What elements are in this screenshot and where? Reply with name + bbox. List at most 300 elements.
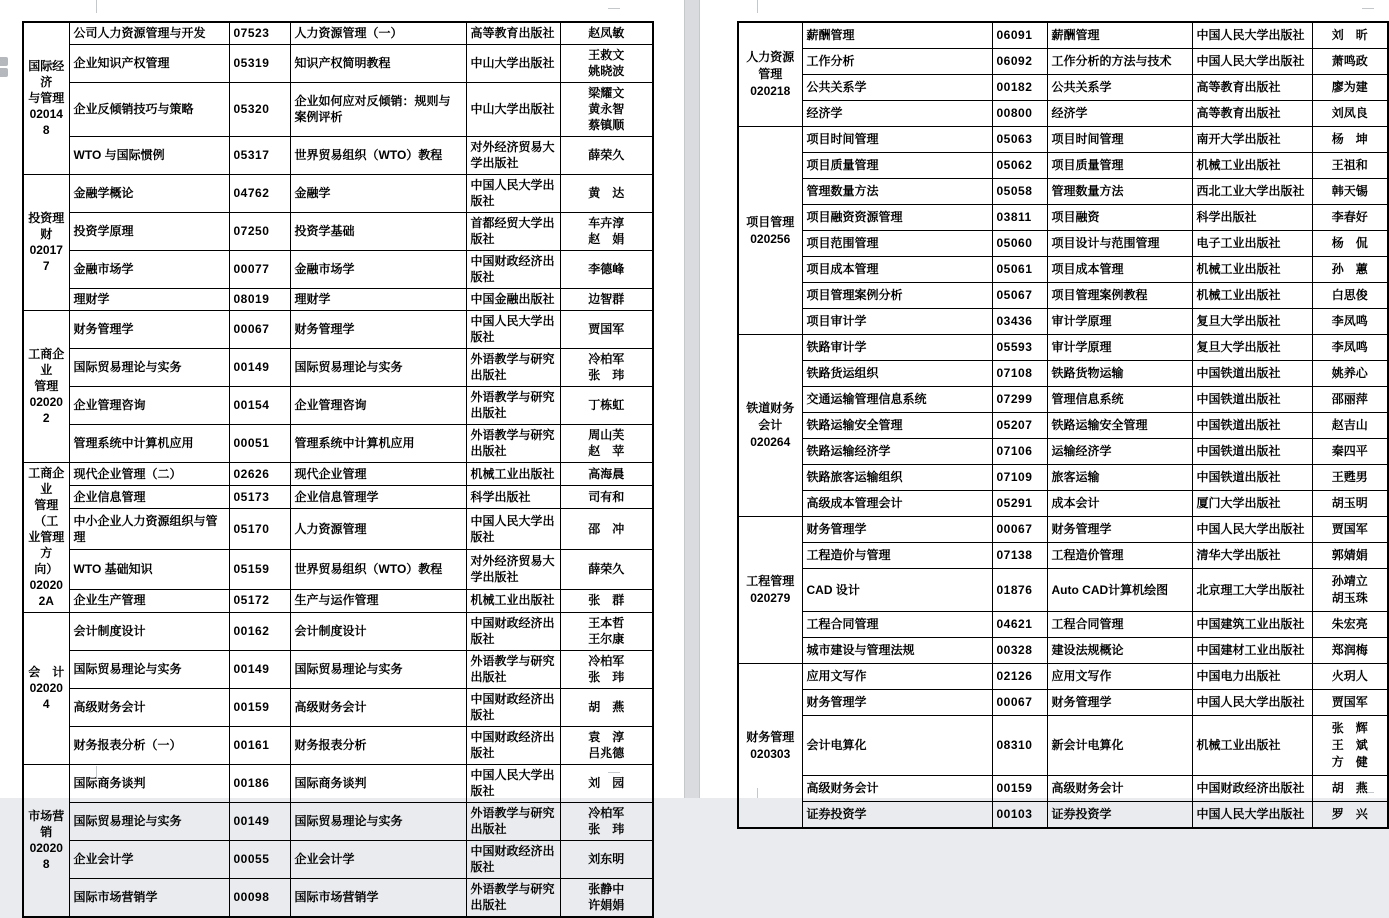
code-cell: 07250 [229,213,290,251]
author-cell [560,841,653,879]
table-row [23,425,653,463]
author-name: 赵 苹 [588,444,625,458]
author-cell [560,251,653,289]
publisher-cell: 中国人民大学出版社 [466,765,560,803]
publisher-cell: 电子工业出版社 [1192,231,1312,257]
author-name: 胡玉珠 [1331,591,1368,605]
code-cell: 05063 [992,127,1047,153]
author-name: 秦四平 [1331,444,1368,458]
author-name: 罗 兴 [1331,807,1368,821]
course-cell: 企业生产管理 [69,589,229,612]
table-row [23,311,653,349]
category-line: 项目管理 [746,214,795,229]
author-cell [1312,283,1388,309]
publisher-cell: 中国财政经济出版社 [466,613,560,651]
author-name: 王救文 [588,48,625,62]
author-name: 郑润梅 [1331,643,1368,657]
publisher-cell: 外语教学与研究出版社 [466,425,560,463]
author-name: 黄永智 [588,102,625,116]
category-line: 020202A [29,578,63,608]
author-name: 张静中 [588,882,625,896]
code-cell: 00055 [229,841,290,879]
author-cell [1312,439,1388,465]
code-cell: 00098 [229,879,290,918]
book-cell: 旅客运输 [1047,465,1192,491]
publisher-cell: 中国铁道出版社 [1192,439,1312,465]
course-cell: 项目成本管理 [802,257,992,283]
table-row [738,690,1388,716]
book-cell: 项目融资 [1047,205,1192,231]
book-cell: 应用文写作 [1047,664,1192,690]
author-name: 方 健 [1331,755,1368,769]
publisher-cell: 中国铁道出版社 [1192,387,1312,413]
author-name: 刘凤良 [1331,106,1368,120]
book-cell: 证券投资学 [1047,802,1192,829]
author-name: 郭婧娟 [1331,548,1368,562]
category-line: 020264 [750,435,791,449]
author-cell [1312,179,1388,205]
publisher-cell: 中国财政经济出版社 [466,727,560,765]
author-name: 刘东明 [588,852,625,866]
course-cell: 中小企业人力资源组织与管理 [69,509,229,549]
course-table-left [22,21,654,918]
category-line: 工程管理 [746,574,795,588]
course-cell: 现代企业管理（二） [69,463,229,486]
category-line: 020279 [750,591,791,605]
author-cell [560,22,653,45]
category-line: 020202 [29,395,63,425]
author-name: 李德峰 [588,262,625,276]
author-name: 邵丽萍 [1331,392,1368,406]
publisher-cell: 机械工业出版社 [1192,257,1312,283]
book-cell: Auto CAD计算机绘图 [1047,569,1192,612]
course-cell: 公司人力资源管理与开发 [69,22,229,45]
category-cell [23,613,69,765]
code-cell: 03811 [992,205,1047,231]
code-cell: 00149 [229,651,290,689]
code-cell: 05317 [229,137,290,175]
table-row [23,841,653,879]
course-cell: 项目质量管理 [802,153,992,179]
table-row [23,509,653,549]
code-cell: 07299 [992,387,1047,413]
code-cell: 06092 [992,49,1047,75]
author-name: 白思俊 [1331,288,1368,302]
course-cell: 企业信息管理 [69,486,229,509]
author-cell [560,651,653,689]
author-cell [1312,127,1388,153]
category-line: 会计 [758,418,783,432]
book-cell: 项目成本管理 [1047,257,1192,283]
publisher-cell: 中国人民大学出版社 [466,175,560,213]
book-cell: 生产与运作管理 [290,589,466,612]
code-cell: 05058 [992,179,1047,205]
code-cell: 07106 [992,439,1047,465]
table-row [23,765,653,803]
author-name: 吕兆德 [588,746,625,760]
table-row [23,589,653,612]
code-cell: 04762 [229,175,290,213]
course-cell: 企业反倾销技巧与策略 [69,83,229,137]
table-row [23,549,653,589]
category-cell [23,765,69,918]
table-row [738,569,1388,612]
category-line: 会 计 [28,665,65,679]
publisher-cell: 西北工业大学出版社 [1192,179,1312,205]
publisher-cell: 中国电力出版社 [1192,664,1312,690]
category-line: 业管理方 [28,530,65,560]
author-cell [1312,153,1388,179]
author-cell [560,311,653,349]
author-name: 冷柏军 [588,806,625,820]
table-row [738,179,1388,205]
publisher-cell: 机械工业出版社 [466,589,560,612]
book-cell: 管理系统中计算机应用 [290,425,466,463]
code-cell: 00159 [992,776,1047,802]
publisher-cell: 机械工业出版社 [1192,153,1312,179]
course-cell: 金融市场学 [69,251,229,289]
category-cell [23,311,69,463]
course-cell: 国际贸易理论与实务 [69,651,229,689]
author-name: 杨 侃 [1331,236,1368,250]
book-cell: 项目管理案例教程 [1047,283,1192,309]
publisher-cell: 对外经济贸易大学出版社 [466,549,560,589]
author-cell [1312,517,1388,543]
category-line: 020208 [29,841,63,871]
author-name: 贾国军 [1331,522,1368,536]
table-row [23,689,653,727]
author-name: 王 斌 [1331,738,1368,752]
table-row [23,651,653,689]
book-cell: 高级财务会计 [1047,776,1192,802]
author-cell [1312,361,1388,387]
author-cell [560,589,653,612]
author-name: 张 玮 [588,822,625,836]
category-line: 020204 [29,681,63,711]
code-cell: 00186 [229,765,290,803]
book-cell: 世界贸易组织（WTO）教程 [290,137,466,175]
author-cell [560,803,653,841]
course-cell: 高级财务会计 [69,689,229,727]
publisher-cell: 北京理工大学出版社 [1192,569,1312,612]
code-cell: 05291 [992,491,1047,517]
publisher-cell: 外语教学与研究出版社 [466,651,560,689]
author-name: 姚晓波 [588,64,625,78]
category-cell [738,22,802,127]
author-cell [1312,309,1388,335]
category-line: 管理 [34,379,59,393]
book-cell: 运输经济学 [1047,439,1192,465]
author-cell [1312,257,1388,283]
author-cell [560,289,653,311]
author-cell [1312,543,1388,569]
table-row [738,361,1388,387]
author-name: 赵凤敏 [588,26,625,40]
publisher-cell: 厦门大学出版社 [1192,491,1312,517]
book-cell: 知识产权简明教程 [290,45,466,83]
author-name: 胡 燕 [1331,781,1368,795]
author-cell [560,613,653,651]
course-cell: 交通运输管理信息系统 [802,387,992,413]
book-cell: 项目设计与范围管理 [1047,231,1192,257]
publisher-cell: 机械工业出版社 [466,463,560,486]
table-row [738,205,1388,231]
author-name: 孙靖立 [1331,574,1368,588]
author-name: 边智群 [588,292,625,306]
course-cell: 会计电算化 [802,716,992,776]
category-line: 向） [34,562,59,576]
author-cell [1312,101,1388,127]
course-cell: 财务管理学 [69,311,229,349]
author-name: 刘 园 [588,776,625,790]
book-cell: 人力资源管理（一） [290,22,466,45]
table-row [738,153,1388,179]
table-row [23,83,653,137]
code-cell: 05061 [992,257,1047,283]
publisher-cell: 中国人民大学出版社 [466,311,560,349]
category-line: 国际经济 [28,59,65,89]
code-cell: 00067 [992,690,1047,716]
publisher-cell: 中国人民大学出版社 [1192,22,1312,49]
publisher-cell: 高等教育出版社 [466,22,560,45]
publisher-cell: 中国人民大学出版社 [1192,802,1312,829]
course-cell: 公共关系学 [802,75,992,101]
code-cell: 04621 [992,612,1047,638]
code-cell: 00149 [229,349,290,387]
author-cell [1312,387,1388,413]
course-cell: 工作分析 [802,49,992,75]
code-cell: 01876 [992,569,1047,612]
author-cell [560,349,653,387]
table-row [738,257,1388,283]
publisher-cell: 高等教育出版社 [1192,101,1312,127]
table-row [23,613,653,651]
course-cell: 理财学 [69,289,229,311]
publisher-cell: 南开大学出版社 [1192,127,1312,153]
publisher-cell: 外语教学与研究出版社 [466,879,560,918]
publisher-cell: 中国建材工业出版社 [1192,638,1312,664]
course-table-right [737,21,1389,829]
course-cell: 管理系统中计算机应用 [69,425,229,463]
author-name: 廖为建 [1331,80,1368,94]
category-line: 市场营销 [28,809,65,839]
table-row [738,413,1388,439]
book-cell: 审计学原理 [1047,335,1192,361]
category-cell [738,517,802,664]
book-cell: 财务管理学 [1047,517,1192,543]
author-cell [560,137,653,175]
author-name: 薛荣久 [588,148,625,162]
category-line: 020256 [750,231,791,246]
publisher-cell: 外语教学与研究出版社 [466,387,560,425]
book-cell: 高级财务会计 [290,689,466,727]
code-cell: 08310 [992,716,1047,776]
course-cell: WTO 基础知识 [69,549,229,589]
author-name: 韩天锡 [1331,184,1368,198]
course-cell: 会计制度设计 [69,613,229,651]
category-line: 020177 [29,243,63,273]
category-line: 管理（工 [34,498,59,528]
table-row [738,465,1388,491]
author-name: 周山芙 [588,428,625,442]
book-cell: 企业管理咨询 [290,387,466,425]
author-cell [560,689,653,727]
book-cell: 成本会计 [1047,491,1192,517]
publisher-cell: 首都经贸大学出版社 [466,213,560,251]
book-cell: 国际贸易理论与实务 [290,803,466,841]
author-cell [1312,49,1388,75]
publisher-cell: 复旦大学出版社 [1192,335,1312,361]
category-cell [23,463,69,613]
margin-mark [1362,8,1374,10]
book-cell: 世界贸易组织（WTO）教程 [290,549,466,589]
author-cell [1312,612,1388,638]
author-cell [1312,664,1388,690]
author-name: 萧鸣政 [1331,54,1368,68]
author-name: 刘 昕 [1331,28,1368,42]
code-cell: 00067 [229,311,290,349]
table-row [23,349,653,387]
course-cell: 企业知识产权管理 [69,45,229,83]
author-name: 王甦男 [1331,470,1368,484]
author-name: 冷柏军 [588,654,625,668]
course-cell: 经济学 [802,101,992,127]
author-name: 赵吉山 [1331,418,1368,432]
course-cell: 项目融资资源管理 [802,205,992,231]
margin-mark [608,8,620,10]
author-cell [1312,75,1388,101]
publisher-cell: 外语教学与研究出版社 [466,349,560,387]
category-line: 管理 [758,67,783,81]
book-cell: 企业信息管理学 [290,486,466,509]
book-cell: 审计学原理 [1047,309,1192,335]
publisher-cell: 中国财政经济出版社 [466,251,560,289]
author-name: 丁栋虹 [588,398,625,412]
course-cell: 项目范围管理 [802,231,992,257]
course-cell: 项目管理案例分析 [802,283,992,309]
table-row [738,22,1388,49]
author-name: 袁 淳 [588,730,625,744]
author-cell [560,549,653,589]
publisher-cell: 清华大学出版社 [1192,543,1312,569]
category-line: 020148 [29,107,63,137]
code-cell: 03436 [992,309,1047,335]
author-name: 李凤鸣 [1331,314,1368,328]
code-cell: 05207 [992,413,1047,439]
code-cell: 00077 [229,251,290,289]
code-cell: 00162 [229,613,290,651]
book-cell: 现代企业管理 [290,463,466,486]
book-cell: 项目质量管理 [1047,153,1192,179]
publisher-cell: 中国人民大学出版社 [1192,517,1312,543]
course-cell: 国际贸易理论与实务 [69,349,229,387]
author-cell [560,509,653,549]
book-cell: 公共关系学 [1047,75,1192,101]
code-cell: 05067 [992,283,1047,309]
category-line: 投资理财 [28,211,65,241]
table-row [738,49,1388,75]
table-row [23,213,653,251]
code-cell: 05172 [229,589,290,612]
publisher-cell: 中国建筑工业出版社 [1192,612,1312,638]
book-cell: 人力资源管理 [290,509,466,549]
code-cell: 07138 [992,543,1047,569]
publisher-cell: 中山大学出版社 [466,45,560,83]
code-cell: 05170 [229,509,290,549]
author-name: 杨 坤 [1331,132,1368,146]
publisher-cell: 外语教学与研究出版社 [466,803,560,841]
code-cell: 05062 [992,153,1047,179]
author-cell [560,463,653,486]
table-handle-icon[interactable] [0,57,9,79]
category-cell [738,664,802,829]
table-row [738,335,1388,361]
author-name: 梁耀文 [588,86,625,100]
margin-mark [757,0,769,13]
code-cell: 08019 [229,289,290,311]
author-name: 王祖和 [1331,158,1368,172]
document-page-right [700,0,1389,821]
author-cell [1312,413,1388,439]
publisher-cell: 中国金融出版社 [466,289,560,311]
course-cell: 薪酬管理 [802,22,992,49]
publisher-cell: 科学出版社 [466,486,560,509]
author-name: 许娟娟 [588,898,625,912]
course-cell: 财务报表分析（一） [69,727,229,765]
code-cell: 00182 [992,75,1047,101]
publisher-cell: 中国人民大学出版社 [1192,49,1312,75]
code-cell: 07109 [992,465,1047,491]
code-cell: 02126 [992,664,1047,690]
publisher-cell: 中国人民大学出版社 [466,509,560,549]
author-name: 张 辉 [1331,721,1368,735]
table-row [738,638,1388,664]
author-cell [1312,22,1388,49]
category-line: 工商企业 [28,347,65,377]
course-cell: 金融学概论 [69,175,229,213]
course-cell: 高级成本管理会计 [802,491,992,517]
author-name: 张 玮 [588,368,625,382]
code-cell: 00154 [229,387,290,425]
author-name: 李凤鸣 [1331,340,1368,354]
code-cell: 05173 [229,486,290,509]
document-page-left [0,0,684,912]
category-cell [738,127,802,335]
author-cell [1312,690,1388,716]
course-cell: 工程合同管理 [802,612,992,638]
author-name: 薛荣久 [588,561,625,576]
table-row [738,283,1388,309]
author-cell [1312,802,1388,829]
author-cell [560,83,653,137]
book-cell: 建设法规概论 [1047,638,1192,664]
category-cell [23,175,69,311]
code-cell: 00328 [992,638,1047,664]
table-row [738,75,1388,101]
table-row [23,486,653,509]
book-cell: 工作分析的方法与技术 [1047,49,1192,75]
table-row [738,664,1388,690]
table-row [23,463,653,486]
book-cell: 金融学 [290,175,466,213]
table-row [738,802,1388,829]
author-name: 李春好 [1331,210,1368,224]
book-cell: 理财学 [290,289,466,311]
table-row [23,387,653,425]
table-row [738,127,1388,153]
table-row [23,803,653,841]
book-cell: 管理信息系统 [1047,387,1192,413]
